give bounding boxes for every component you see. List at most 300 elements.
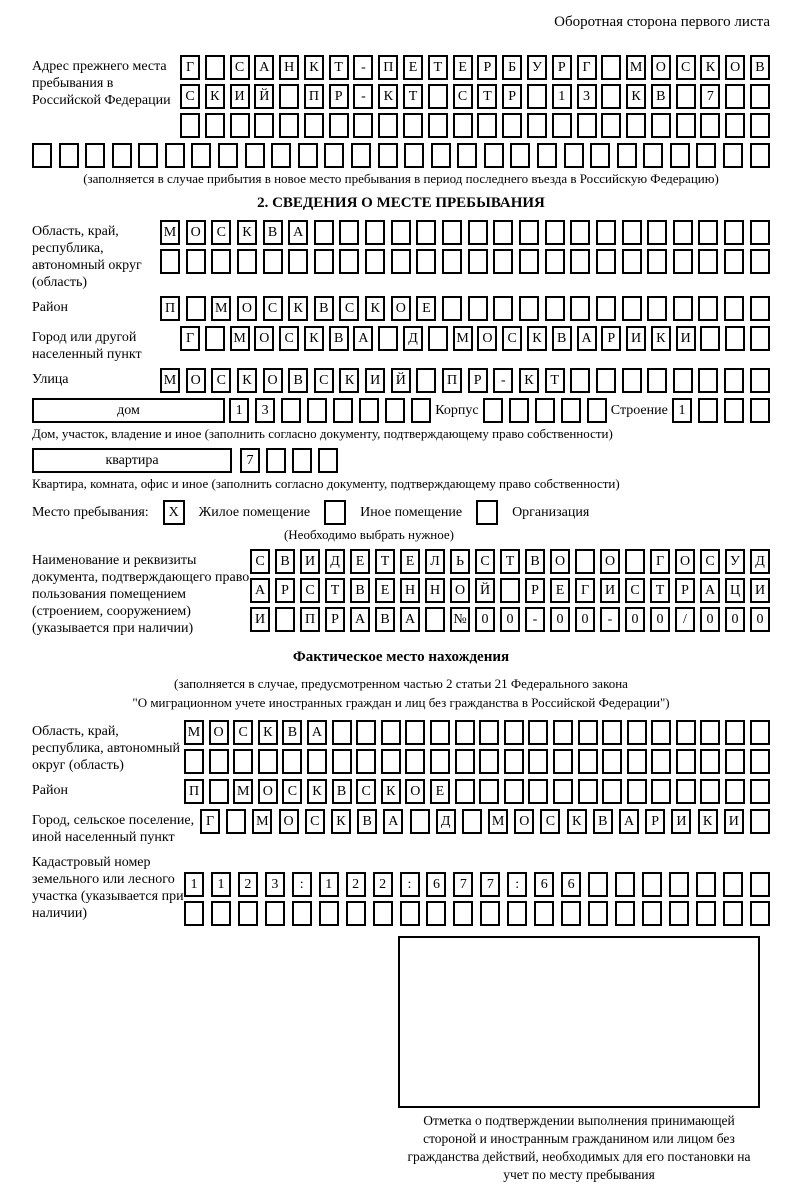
char-box[interactable]: Р	[477, 55, 497, 80]
char-box[interactable]	[298, 143, 318, 168]
char-box[interactable]	[332, 749, 352, 774]
char-box[interactable]	[502, 113, 522, 138]
char-box[interactable]	[528, 749, 548, 774]
char-box[interactable]	[266, 448, 286, 473]
char-box[interactable]	[405, 720, 425, 745]
char-box[interactable]: П	[160, 296, 180, 321]
char-box[interactable]: Г	[575, 578, 595, 603]
char-box[interactable]: С	[300, 578, 320, 603]
char-box[interactable]	[577, 113, 597, 138]
char-box[interactable]	[534, 901, 554, 926]
char-box[interactable]	[138, 143, 158, 168]
char-box[interactable]	[59, 143, 79, 168]
char-box[interactable]: 6	[426, 872, 446, 897]
char-box[interactable]	[670, 143, 690, 168]
char-box[interactable]	[365, 220, 385, 245]
char-box[interactable]	[245, 143, 265, 168]
char-box[interactable]: 0	[625, 607, 645, 632]
char-box[interactable]	[180, 113, 200, 138]
char-box[interactable]	[553, 779, 573, 804]
char-box[interactable]: С	[211, 220, 231, 245]
char-box[interactable]: И	[600, 578, 620, 603]
char-box[interactable]	[468, 296, 488, 321]
char-box[interactable]: Й	[475, 578, 495, 603]
char-box[interactable]: Е	[403, 55, 423, 80]
char-box[interactable]	[723, 143, 743, 168]
char-box[interactable]	[676, 113, 696, 138]
char-box[interactable]: М	[233, 779, 253, 804]
char-box[interactable]: С	[700, 549, 720, 574]
char-box[interactable]	[651, 720, 671, 745]
char-box[interactable]: И	[671, 809, 691, 834]
char-box[interactable]: Г	[577, 55, 597, 80]
char-box[interactable]: К	[237, 368, 257, 393]
char-box[interactable]: К	[331, 809, 351, 834]
char-box[interactable]	[578, 749, 598, 774]
char-box[interactable]: О	[263, 368, 283, 393]
char-box[interactable]	[226, 809, 246, 834]
char-box[interactable]	[205, 326, 225, 351]
char-box[interactable]: А	[700, 578, 720, 603]
char-box[interactable]	[588, 872, 608, 897]
char-box[interactable]: Е	[550, 578, 570, 603]
char-box[interactable]: К	[205, 84, 225, 109]
char-box[interactable]: А	[619, 809, 639, 834]
char-box[interactable]: Р	[468, 368, 488, 393]
checkbox-inoe[interactable]	[324, 500, 346, 525]
char-box[interactable]	[329, 113, 349, 138]
char-box[interactable]: 6	[561, 872, 581, 897]
char-box[interactable]: 2	[238, 872, 258, 897]
char-box[interactable]	[292, 448, 312, 473]
char-box[interactable]: Г	[180, 326, 200, 351]
char-box[interactable]	[617, 143, 637, 168]
char-box[interactable]	[696, 143, 716, 168]
char-box[interactable]	[750, 326, 770, 351]
char-box[interactable]	[254, 113, 274, 138]
checkbox-zhiloe[interactable]: X	[163, 500, 185, 525]
char-box[interactable]	[642, 901, 662, 926]
char-box[interactable]: С	[676, 55, 696, 80]
char-box[interactable]	[455, 720, 475, 745]
char-box[interactable]	[602, 779, 622, 804]
char-box[interactable]: О	[279, 809, 299, 834]
char-box[interactable]: О	[450, 578, 470, 603]
char-box[interactable]: Б	[502, 55, 522, 80]
char-box[interactable]: О	[675, 549, 695, 574]
char-box[interactable]: Ц	[725, 578, 745, 603]
char-box[interactable]: :	[400, 872, 420, 897]
char-box[interactable]: О	[237, 296, 257, 321]
char-box[interactable]	[696, 901, 716, 926]
char-box[interactable]	[271, 143, 291, 168]
char-box[interactable]	[537, 143, 557, 168]
char-box[interactable]: В	[314, 296, 334, 321]
char-box[interactable]: В	[651, 84, 671, 109]
char-box[interactable]	[186, 296, 206, 321]
char-box[interactable]: 2	[373, 872, 393, 897]
char-box[interactable]	[673, 220, 693, 245]
char-box[interactable]	[483, 398, 503, 423]
char-box[interactable]	[184, 901, 204, 926]
char-box[interactable]	[519, 220, 539, 245]
char-box[interactable]	[724, 249, 744, 274]
char-box[interactable]	[332, 720, 352, 745]
char-box[interactable]	[493, 220, 513, 245]
char-box[interactable]: Н	[425, 578, 445, 603]
char-box[interactable]	[324, 143, 344, 168]
char-box[interactable]	[307, 749, 327, 774]
char-box[interactable]	[615, 901, 635, 926]
char-box[interactable]	[455, 779, 475, 804]
char-box[interactable]	[700, 779, 720, 804]
char-box[interactable]: 0	[550, 607, 570, 632]
char-box[interactable]: С	[625, 578, 645, 603]
char-box[interactable]	[647, 220, 667, 245]
char-box[interactable]	[479, 779, 499, 804]
char-box[interactable]	[651, 749, 671, 774]
char-box[interactable]: Т	[329, 55, 349, 80]
char-box[interactable]	[504, 720, 524, 745]
char-box[interactable]: А	[254, 55, 274, 80]
char-box[interactable]	[725, 749, 745, 774]
char-box[interactable]	[750, 398, 770, 423]
char-box[interactable]: В	[288, 368, 308, 393]
char-box[interactable]	[416, 368, 436, 393]
char-box[interactable]	[211, 901, 231, 926]
char-box[interactable]: К	[567, 809, 587, 834]
char-box[interactable]	[238, 901, 258, 926]
char-box[interactable]	[553, 749, 573, 774]
apartment-type-box[interactable]: квартира	[32, 448, 232, 473]
char-box[interactable]: Т	[500, 549, 520, 574]
char-box[interactable]: :	[507, 872, 527, 897]
char-box[interactable]: 1	[672, 398, 692, 423]
char-box[interactable]	[622, 249, 642, 274]
char-box[interactable]: Р	[552, 55, 572, 80]
char-box[interactable]	[416, 249, 436, 274]
char-box[interactable]: С	[314, 368, 334, 393]
char-box[interactable]	[622, 220, 642, 245]
char-box[interactable]: В	[332, 779, 352, 804]
char-box[interactable]: 2	[346, 872, 366, 897]
char-box[interactable]	[430, 720, 450, 745]
char-box[interactable]: 1	[211, 872, 231, 897]
char-box[interactable]	[477, 113, 497, 138]
char-box[interactable]: Т	[428, 55, 448, 80]
char-box[interactable]	[160, 249, 180, 274]
char-box[interactable]: Р	[275, 578, 295, 603]
char-box[interactable]	[725, 113, 745, 138]
char-box[interactable]: У	[527, 55, 547, 80]
char-box[interactable]	[700, 749, 720, 774]
char-box[interactable]	[410, 809, 430, 834]
char-box[interactable]: Т	[545, 368, 565, 393]
char-box[interactable]	[403, 113, 423, 138]
char-box[interactable]	[602, 720, 622, 745]
char-box[interactable]: 7	[700, 84, 720, 109]
char-box[interactable]: И	[676, 326, 696, 351]
char-box[interactable]: 0	[750, 607, 770, 632]
char-box[interactable]: С	[250, 549, 270, 574]
char-box[interactable]: В	[525, 549, 545, 574]
char-box[interactable]: Н	[400, 578, 420, 603]
char-box[interactable]	[750, 220, 770, 245]
char-box[interactable]	[601, 55, 621, 80]
char-box[interactable]: О	[651, 55, 671, 80]
char-box[interactable]	[724, 220, 744, 245]
char-box[interactable]: П	[304, 84, 324, 109]
char-box[interactable]: С	[230, 55, 250, 80]
char-box[interactable]: О	[186, 220, 206, 245]
char-box[interactable]: И	[626, 326, 646, 351]
char-box[interactable]: О	[550, 549, 570, 574]
char-box[interactable]: М	[626, 55, 646, 80]
char-box[interactable]	[626, 113, 646, 138]
char-box[interactable]	[237, 249, 257, 274]
char-box[interactable]	[519, 249, 539, 274]
char-box[interactable]: О	[477, 326, 497, 351]
char-box[interactable]	[381, 749, 401, 774]
char-box[interactable]: С	[233, 720, 253, 745]
char-box[interactable]	[428, 326, 448, 351]
char-box[interactable]	[725, 779, 745, 804]
char-box[interactable]: К	[307, 779, 327, 804]
char-box[interactable]: Г	[180, 55, 200, 80]
char-box[interactable]	[552, 113, 572, 138]
char-box[interactable]	[191, 143, 211, 168]
char-box[interactable]: А	[307, 720, 327, 745]
char-box[interactable]: 7	[240, 448, 260, 473]
char-box[interactable]: 1	[229, 398, 249, 423]
char-box[interactable]: К	[339, 368, 359, 393]
char-box[interactable]	[725, 84, 745, 109]
char-box[interactable]: Т	[403, 84, 423, 109]
char-box[interactable]	[484, 143, 504, 168]
char-box[interactable]	[462, 809, 482, 834]
char-box[interactable]	[431, 143, 451, 168]
char-box[interactable]	[359, 398, 379, 423]
char-box[interactable]: А	[350, 607, 370, 632]
char-box[interactable]: К	[519, 368, 539, 393]
char-box[interactable]	[85, 143, 105, 168]
char-box[interactable]: П	[300, 607, 320, 632]
char-box[interactable]	[230, 113, 250, 138]
char-box[interactable]	[673, 296, 693, 321]
char-box[interactable]	[209, 749, 229, 774]
char-box[interactable]	[356, 749, 376, 774]
char-box[interactable]	[570, 296, 590, 321]
char-box[interactable]: Е	[350, 549, 370, 574]
char-box[interactable]	[205, 55, 225, 80]
char-box[interactable]: О	[209, 720, 229, 745]
char-box[interactable]: Н	[279, 55, 299, 80]
char-box[interactable]	[428, 84, 448, 109]
char-box[interactable]: 1	[552, 84, 572, 109]
char-box[interactable]	[258, 749, 278, 774]
char-box[interactable]	[564, 143, 584, 168]
char-box[interactable]: С	[180, 84, 200, 109]
char-box[interactable]	[527, 84, 547, 109]
char-box[interactable]	[625, 549, 645, 574]
char-box[interactable]	[480, 901, 500, 926]
char-box[interactable]: И	[250, 607, 270, 632]
char-box[interactable]: О	[600, 549, 620, 574]
char-box[interactable]	[575, 549, 595, 574]
char-box[interactable]	[365, 249, 385, 274]
char-box[interactable]: В	[350, 578, 370, 603]
char-box[interactable]	[700, 720, 720, 745]
char-box[interactable]: -	[353, 84, 373, 109]
char-box[interactable]: 7	[480, 872, 500, 897]
char-box[interactable]	[356, 720, 376, 745]
char-box[interactable]	[275, 607, 295, 632]
char-box[interactable]: М	[453, 326, 473, 351]
char-box[interactable]	[346, 901, 366, 926]
char-box[interactable]	[333, 398, 353, 423]
char-box[interactable]	[442, 249, 462, 274]
char-box[interactable]	[378, 326, 398, 351]
char-box[interactable]	[750, 84, 770, 109]
char-box[interactable]	[627, 720, 647, 745]
char-box[interactable]: П	[378, 55, 398, 80]
char-box[interactable]: Д	[325, 549, 345, 574]
char-box[interactable]: С	[211, 368, 231, 393]
char-box[interactable]	[725, 326, 745, 351]
char-box[interactable]	[314, 220, 334, 245]
char-box[interactable]	[588, 901, 608, 926]
char-box[interactable]	[211, 249, 231, 274]
char-box[interactable]: Р	[502, 84, 522, 109]
char-box[interactable]	[304, 113, 324, 138]
char-box[interactable]: 1	[319, 872, 339, 897]
char-box[interactable]: А	[577, 326, 597, 351]
char-box[interactable]	[184, 749, 204, 774]
char-box[interactable]	[493, 296, 513, 321]
char-box[interactable]	[453, 901, 473, 926]
char-box[interactable]	[416, 220, 436, 245]
char-box[interactable]: 3	[265, 872, 285, 897]
char-box[interactable]	[596, 220, 616, 245]
char-box[interactable]: С	[540, 809, 560, 834]
char-box[interactable]	[698, 220, 718, 245]
char-box[interactable]: Д	[436, 809, 456, 834]
char-box[interactable]: Т	[375, 549, 395, 574]
char-box[interactable]	[642, 872, 662, 897]
char-box[interactable]	[339, 220, 359, 245]
char-box[interactable]: 0	[475, 607, 495, 632]
char-box[interactable]	[561, 901, 581, 926]
char-box[interactable]	[442, 296, 462, 321]
char-box[interactable]	[385, 398, 405, 423]
char-box[interactable]	[209, 779, 229, 804]
char-box[interactable]	[504, 749, 524, 774]
char-box[interactable]	[281, 398, 301, 423]
char-box[interactable]: 0	[700, 607, 720, 632]
char-box[interactable]: П	[184, 779, 204, 804]
char-box[interactable]: М	[252, 809, 272, 834]
char-box[interactable]: О	[186, 368, 206, 393]
char-box[interactable]: Р	[601, 326, 621, 351]
char-box[interactable]	[528, 779, 548, 804]
char-box[interactable]	[596, 249, 616, 274]
char-box[interactable]: /	[675, 607, 695, 632]
char-box[interactable]	[673, 368, 693, 393]
char-box[interactable]: Ь	[450, 549, 470, 574]
char-box[interactable]	[602, 749, 622, 774]
char-box[interactable]	[545, 249, 565, 274]
char-box[interactable]	[647, 296, 667, 321]
char-box[interactable]	[643, 143, 663, 168]
char-box[interactable]	[700, 113, 720, 138]
char-box[interactable]	[724, 398, 744, 423]
char-box[interactable]: Т	[650, 578, 670, 603]
char-box[interactable]	[700, 326, 720, 351]
char-box[interactable]	[165, 143, 185, 168]
char-box[interactable]	[314, 249, 334, 274]
char-box[interactable]: К	[651, 326, 671, 351]
char-box[interactable]: Е	[416, 296, 436, 321]
char-box[interactable]	[698, 398, 718, 423]
char-box[interactable]	[724, 296, 744, 321]
char-box[interactable]	[596, 296, 616, 321]
char-box[interactable]	[479, 749, 499, 774]
char-box[interactable]	[601, 84, 621, 109]
char-box[interactable]	[676, 84, 696, 109]
char-box[interactable]: Р	[325, 607, 345, 632]
char-box[interactable]	[750, 296, 770, 321]
char-box[interactable]: О	[254, 326, 274, 351]
char-box[interactable]	[750, 901, 770, 926]
char-box[interactable]	[381, 720, 401, 745]
char-box[interactable]: К	[288, 296, 308, 321]
char-box[interactable]	[507, 901, 527, 926]
char-box[interactable]	[205, 113, 225, 138]
char-box[interactable]	[400, 901, 420, 926]
char-box[interactable]	[651, 113, 671, 138]
char-box[interactable]: В	[357, 809, 377, 834]
char-box[interactable]: А	[400, 607, 420, 632]
char-box[interactable]: -	[353, 55, 373, 80]
char-box[interactable]: С	[502, 326, 522, 351]
char-box[interactable]: В	[593, 809, 613, 834]
char-box[interactable]: Г	[200, 809, 220, 834]
char-box[interactable]: С	[279, 326, 299, 351]
char-box[interactable]: В	[282, 720, 302, 745]
char-box[interactable]: В	[750, 55, 770, 80]
char-box[interactable]	[570, 368, 590, 393]
char-box[interactable]	[587, 398, 607, 423]
char-box[interactable]: Е	[453, 55, 473, 80]
char-box[interactable]: Г	[650, 549, 670, 574]
char-box[interactable]	[391, 249, 411, 274]
char-box[interactable]	[353, 113, 373, 138]
char-box[interactable]	[578, 720, 598, 745]
char-box[interactable]	[430, 749, 450, 774]
char-box[interactable]	[351, 143, 371, 168]
char-box[interactable]: Й	[254, 84, 274, 109]
char-box[interactable]	[500, 578, 520, 603]
char-box[interactable]: К	[258, 720, 278, 745]
char-box[interactable]	[218, 143, 238, 168]
char-box[interactable]	[698, 249, 718, 274]
char-box[interactable]: С	[282, 779, 302, 804]
char-box[interactable]: О	[514, 809, 534, 834]
char-box[interactable]	[750, 249, 770, 274]
char-box[interactable]	[378, 143, 398, 168]
char-box[interactable]	[676, 720, 696, 745]
char-box[interactable]: 3	[255, 398, 275, 423]
